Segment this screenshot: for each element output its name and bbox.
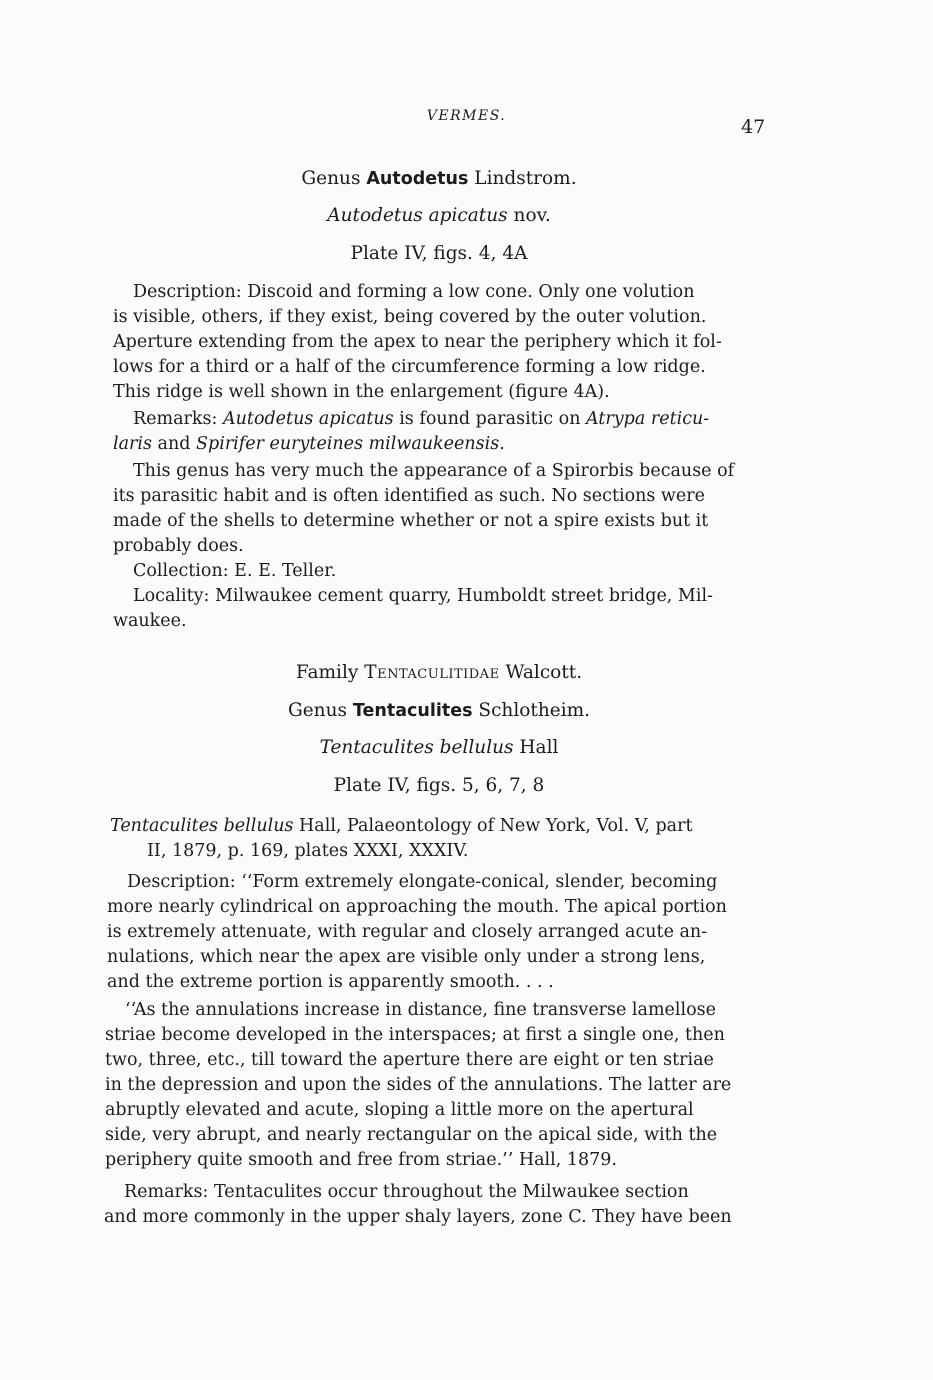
text-line: This genus has very much the appearance of a Spirorbis because of [133,461,735,481]
text-line: more nearly cylindrical on approaching the mouth. The apical portion [107,897,727,917]
text-line: two, three, etc., till toward the aperture there are eight or ten striae [105,1050,714,1070]
text-line: made of the shells to determine whether or not a spire exists but it [113,511,709,531]
family-name: Tentaculitidae [364,662,500,683]
text-line: Remarks: Tentaculites occur throughout the Milwaukee section [124,1182,689,1202]
tentaculites-citation [110,814,760,864]
text-line: in the depression and upon the sides of the annulations. The latter are [105,1075,732,1095]
text-line: probably does. [113,536,244,556]
text-line: This ridge is well shown in the enlargement (figure 4A). [113,382,610,402]
text-line: Aperture extending from the apex to near the periphery which it fol- [113,332,722,352]
tentaculites-description [107,870,757,995]
plate-reference-tentaculites: Plate IV, figs. 5, 6, 7, 8 [333,775,545,796]
text-line: and the extreme portion is apparently smooth. . . . [107,972,554,992]
running-head: VERMES. [426,108,507,124]
text-line: side, very abrupt, and nearly rectangular on the apical side, with the [105,1125,718,1145]
autodetus-collection [113,559,761,584]
autodetus-genus-note [113,459,761,559]
genus-heading-tentaculites: Genus Tentaculites Schlotheim. [287,700,591,721]
family-heading: Family Tentaculitidae Walcott. [295,662,583,683]
tentaculites-quote [105,998,755,1173]
text-line: nulations, which near the apex are visible only under a strong lens, [107,947,706,967]
autodetus-locality [113,584,761,634]
species-heading-autodetus: Autodetus apicatus nov. [327,205,551,226]
text-line: Collection: E. E. Teller. [133,561,337,581]
text-line: Locality: Milwaukee cement quarry, Humboldt street bridge, Mil- [133,586,713,606]
genus-name: Autodetus [366,169,469,189]
text-line: Tentaculites bellulus Hall, Palaeontology of New York, Vol. V, part [110,816,693,836]
genus-heading-autodetus: Genus Autodetus Lindstrom. [301,168,577,189]
plate-reference-autodetus: Plate IV, figs. 4, 4A [350,243,528,264]
text-line: laris and Spirifer euryteines milwaukeensis. [113,434,505,454]
text-line: Remarks: Autodetus apicatus is found parasitic on Atrypa reticu- [133,409,710,429]
text-line: striae become developed in the interspaces; at first a single one, then [105,1025,725,1045]
text-line: lows for a third or a half of the circumference forming a low ridge. [113,357,706,377]
text-line: its parasitic habit and is often identified as such. No sections were [113,486,705,506]
genus-name: Tentaculites [352,701,473,721]
text-line: waukee. [113,611,187,631]
text-line: and more commonly in the upper shaly layers, zone C. They have been [104,1207,732,1227]
text-line: ‘‘As the annulations increase in distance, fine transverse lamellose [125,1000,716,1020]
text-line: Description: ‘‘Form extremely elongate-conical, slender, becoming [127,872,718,892]
page-number: 47 [741,116,766,138]
text-line: periphery quite smooth and free from striae.’’ Hall, 1879. [105,1150,617,1170]
text-line: abruptly elevated and acute, sloping a little more on the apertural [105,1100,694,1120]
tentaculites-remarks [104,1180,754,1230]
autodetus-description [113,280,761,405]
autodetus-remarks [113,407,761,457]
species-heading-tentaculites: Tentaculites bellulus Hall [319,737,559,758]
text-line: Description: Discoid and forming a low cone. Only one volution [133,282,695,302]
text-line: is extremely attenuate, with regular and closely arranged acute an- [107,922,708,942]
text-line: is visible, others, if they exist, being covered by the outer volution. [113,307,707,327]
text-line: II, 1879, p. 169, plates XXXI, XXXIV. [147,841,469,861]
